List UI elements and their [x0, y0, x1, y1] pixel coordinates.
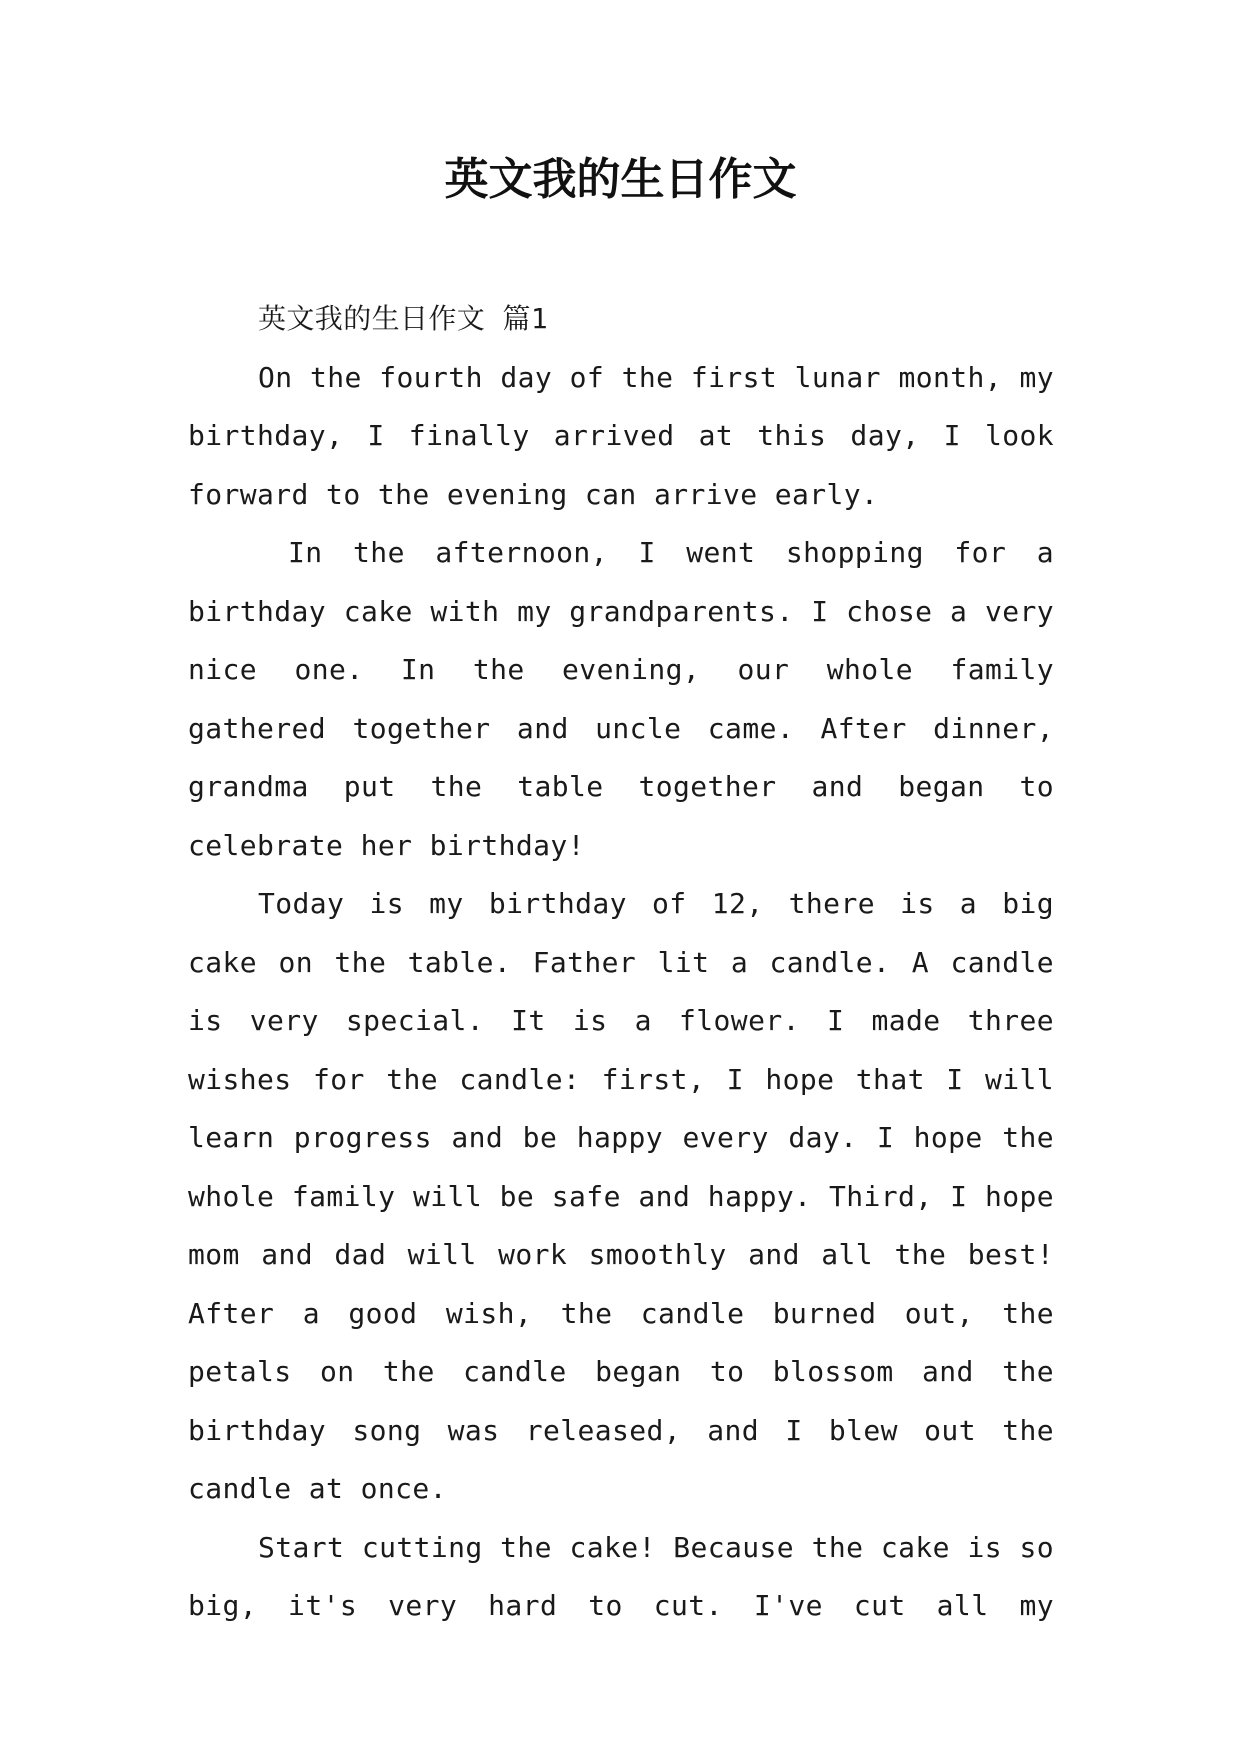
- paragraph-2: In the afternoon, I went shopping for a birthday cake with my grandparents. I chose a very nice one. In the evening, our whole family gathered together and uncle came. After dinner, grandma put the table together and began to celebrate her birthday!: [188, 536, 1054, 862]
- document-title: 英文我的生日作文: [444, 154, 797, 205]
- paragraph-4: Start cutting the cake! Because the cake is so big, it's very hard to cut. I've cut all my: [188, 1530, 1054, 1622]
- section-heading: 英文我的生日作文 篇1: [258, 302, 549, 335]
- paragraph-1: On the fourth day of the first lunar month, my birthday, I finally arrived at this day, I look forward to the evening can arrive early.: [188, 360, 1054, 511]
- paragraph-3: Today is my birthday of 12, there is a big cake on the table. Father lit a candle. A candle is very special. It is a flower. I made three wishes for the candle: first, I hope that I will learn progress and be happy every day. I hope the whole family will be safe and happy. Third, I hope mom and dad will work smoothly and all the best! After a good wish, the candle burned out, the petals on the candle began to blossom and the birthday song was released, and I blew out the candle at once.: [188, 887, 1054, 1505]
- document-body: [188, 290, 1054, 1636]
